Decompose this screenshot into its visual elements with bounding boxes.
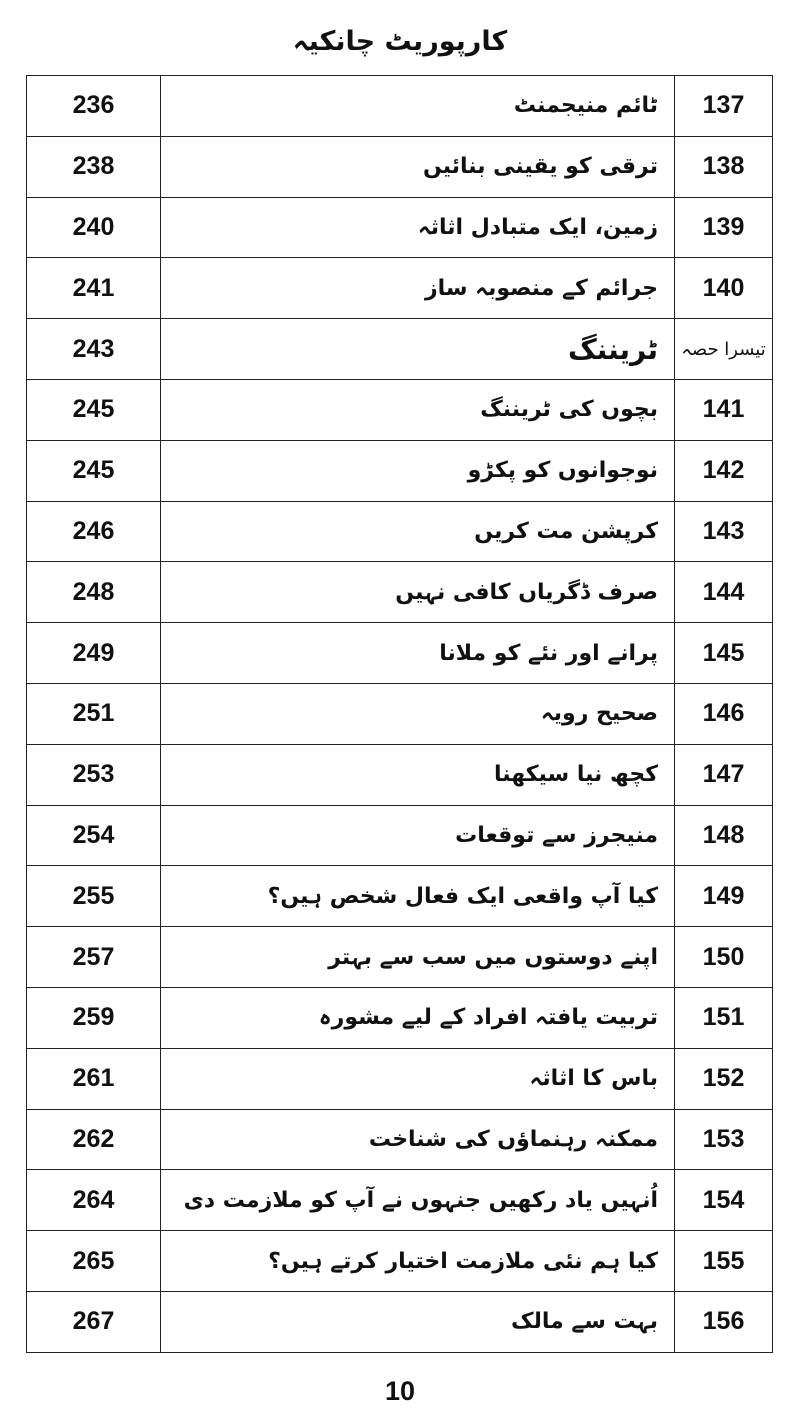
toc-chapter-title: پرانے اور نئے کو ملانا (161, 623, 675, 684)
toc-chapter-number: 137 (675, 76, 773, 137)
toc-page-number: 259 (27, 987, 161, 1048)
toc-chapter-title: اپنے دوستوں میں سب سے بہتر (161, 927, 675, 988)
toc-page-number: 245 (27, 440, 161, 501)
toc-page-number: 264 (27, 1170, 161, 1231)
toc-page-number: 265 (27, 1231, 161, 1292)
toc-row (27, 866, 773, 927)
toc-page-number: 255 (27, 866, 161, 927)
toc-page-number: 249 (27, 623, 161, 684)
toc-chapter-title: کیا آپ واقعی ایک فعال شخص ہیں؟ (161, 866, 675, 927)
toc-chapter-number: 146 (675, 683, 773, 744)
toc-chapter-number: 141 (675, 379, 773, 440)
toc-section-title: ٹریننگ (161, 319, 675, 380)
toc-page-number: 253 (27, 744, 161, 805)
toc-page-number: 254 (27, 805, 161, 866)
toc-section-row (27, 319, 773, 380)
toc-row (27, 501, 773, 562)
toc-page-number: 236 (27, 76, 161, 137)
toc-row (27, 927, 773, 988)
toc-page-number: 251 (27, 683, 161, 744)
toc-chapter-title: بہت سے مالک (161, 1291, 675, 1352)
toc-chapter-title: بچوں کی ٹریننگ (161, 379, 675, 440)
toc-row (27, 1109, 773, 1170)
toc-row (27, 683, 773, 744)
toc-chapter-number: 154 (675, 1170, 773, 1231)
toc-chapter-number: 138 (675, 136, 773, 197)
page-number: 10 (384, 1376, 416, 1406)
toc-chapter-title: تربیت یافتہ افراد کے لیے مشورہ (161, 987, 675, 1048)
toc-section-label: تیسرا حصہ (675, 319, 773, 380)
toc-row (27, 1170, 773, 1231)
toc-chapter-title: کرپشن مت کریں (161, 501, 675, 562)
toc-chapter-title: کیا ہم نئی ملازمت اختیار کرتے ہیں؟ (161, 1231, 675, 1292)
toc-chapter-title: ٹائم منیجمنٹ (161, 76, 675, 137)
toc-page-number: 243 (27, 319, 161, 380)
toc-chapter-number: 150 (675, 927, 773, 988)
toc-chapter-number: 145 (675, 623, 773, 684)
toc-chapter-number: 143 (675, 501, 773, 562)
toc-row (27, 805, 773, 866)
toc-chapter-number: 148 (675, 805, 773, 866)
toc-row (27, 136, 773, 197)
toc-row (27, 1231, 773, 1292)
toc-row (27, 76, 773, 137)
toc-row (27, 258, 773, 319)
toc-chapter-title: صرف ڈگریاں کافی نہیں (161, 562, 675, 623)
toc-row (27, 440, 773, 501)
toc-row (27, 562, 773, 623)
toc-chapter-number: 149 (675, 866, 773, 927)
toc-page-number: 262 (27, 1109, 161, 1170)
toc-chapter-number: 151 (675, 987, 773, 1048)
toc-page-number: 246 (27, 501, 161, 562)
toc-row (27, 1048, 773, 1109)
toc-page-number: 257 (27, 927, 161, 988)
toc-chapter-title: باس کا اثاثہ (161, 1048, 675, 1109)
toc-page-number: 238 (27, 136, 161, 197)
toc-chapter-title: صحیح رویہ (161, 683, 675, 744)
toc-chapter-number: 139 (675, 197, 773, 258)
toc-row (27, 987, 773, 1048)
toc-chapter-number: 152 (675, 1048, 773, 1109)
toc-page-number: 240 (27, 197, 161, 258)
toc-chapter-number: 153 (675, 1109, 773, 1170)
toc-chapter-number: 156 (675, 1291, 773, 1352)
toc-body (27, 76, 773, 1353)
toc-chapter-title: ممکنہ رہنماؤں کی شناخت (161, 1109, 675, 1170)
toc-row (27, 379, 773, 440)
toc-chapter-title: منیجرز سے توقعات (161, 805, 675, 866)
toc-page-number: 248 (27, 562, 161, 623)
toc-page-number: 241 (27, 258, 161, 319)
toc-row (27, 1291, 773, 1352)
toc-chapter-number: 155 (675, 1231, 773, 1292)
toc-chapter-title: جرائم کے منصوبہ ساز (161, 258, 675, 319)
toc-page-number: 267 (27, 1291, 161, 1352)
toc-chapter-title: اُنہیں یاد رکھیں جنہوں نے آپ کو ملازمت دی (161, 1170, 675, 1231)
toc-chapter-title: نوجوانوں کو پکڑو (161, 440, 675, 501)
toc-chapter-number: 147 (675, 744, 773, 805)
toc-row (27, 197, 773, 258)
toc-row (27, 623, 773, 684)
toc-page-number: 245 (27, 379, 161, 440)
toc-chapter-number: 142 (675, 440, 773, 501)
toc-row (27, 744, 773, 805)
toc-chapter-title: ترقی کو یقینی بنائیں (161, 136, 675, 197)
toc-chapter-title: زمین، ایک متبادل اثاثہ (161, 197, 675, 258)
toc-chapter-title: کچھ نیا سیکھنا (161, 744, 675, 805)
table-of-contents (26, 75, 773, 1353)
toc-chapter-number: 140 (675, 258, 773, 319)
toc-page-number: 261 (27, 1048, 161, 1109)
toc-chapter-number: 144 (675, 562, 773, 623)
page-header-title: کارپوریٹ چانکیہ (292, 26, 508, 57)
